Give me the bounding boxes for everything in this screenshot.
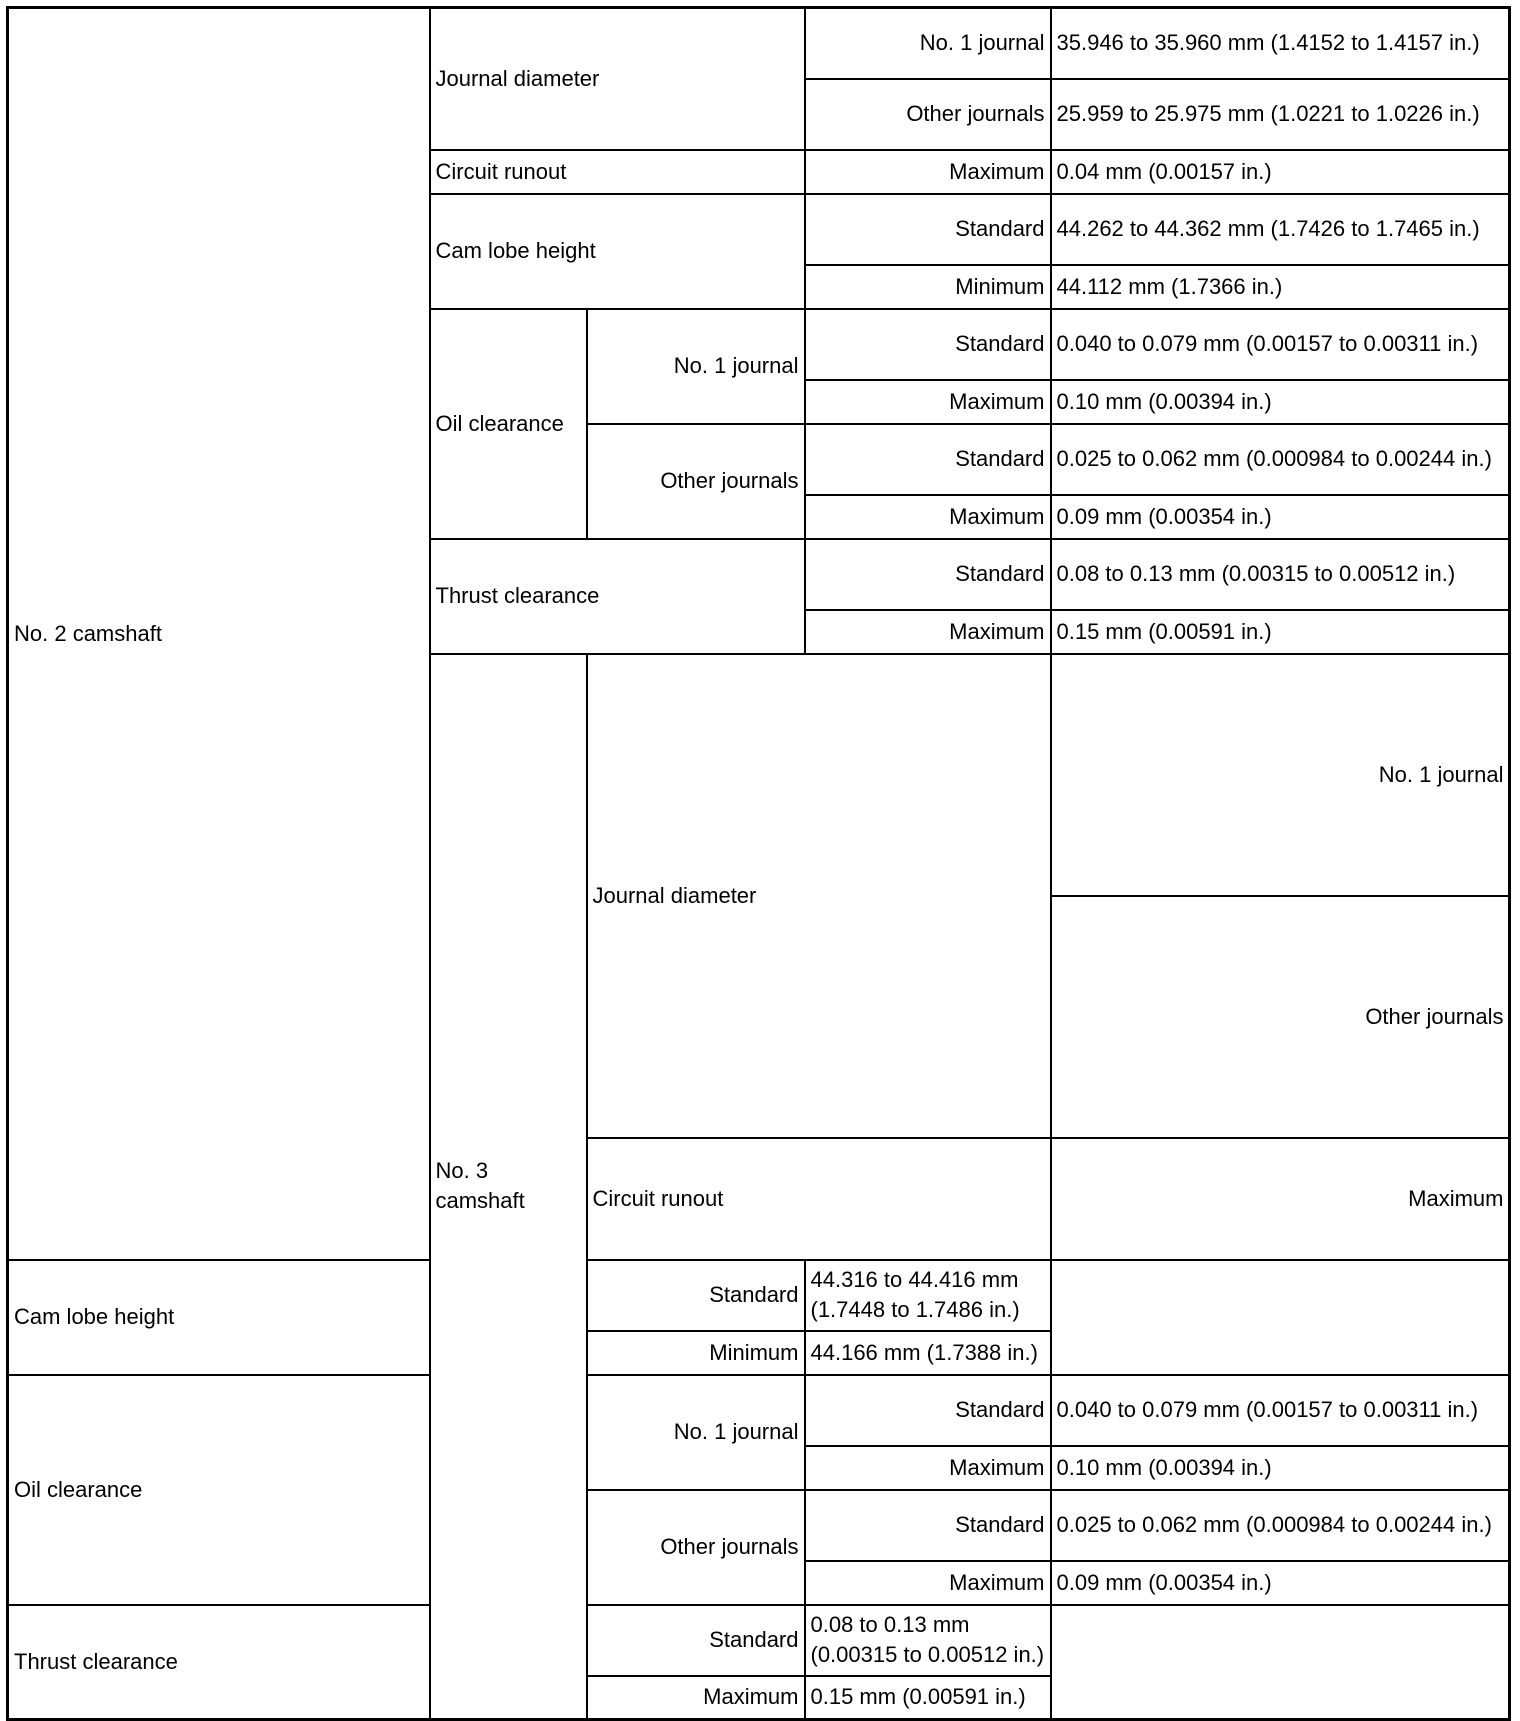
camshaft-spec-table	[6, 6, 1511, 1721]
no1-journal-value: 35.946 to 35.960 mm (1.4152 to 1.4157 in.)	[1051, 8, 1510, 79]
journal-diameter-label: Journal diameter	[430, 8, 805, 150]
maximum-label: Maximum	[805, 150, 1051, 194]
oil-other-maximum-value: 0.09 mm (0.00354 in.)	[1051, 1561, 1510, 1605]
oil-no1-maximum-value: 0.10 mm (0.00394 in.)	[1051, 1446, 1510, 1490]
other-journals-label: Other journals	[1051, 896, 1510, 1138]
standard-label: Standard	[805, 424, 1051, 495]
oil-clearance-label: Oil clearance	[430, 309, 587, 539]
cam-lobe-minimum-value: 44.166 mm (1.7388 in.)	[805, 1331, 1051, 1375]
oil-no1-journal-label: No. 1 journal	[587, 1375, 805, 1490]
cam-lobe-height-label: Cam lobe height	[430, 194, 805, 309]
thrust-maximum-value: 0.15 mm (0.00591 in.)	[805, 1676, 1051, 1720]
oil-other-maximum-value: 0.09 mm (0.00354 in.)	[1051, 495, 1510, 539]
oil-other-standard-value: 0.025 to 0.062 mm (0.000984 to 0.00244 in.)	[1051, 424, 1510, 495]
table-row	[8, 1260, 1510, 1331]
maximum-label: Maximum	[587, 1676, 805, 1720]
oil-other-journals-label: Other journals	[587, 1490, 805, 1605]
circuit-runout-label: Circuit runout	[430, 150, 805, 194]
circuit-runout-max-value: 0.04 mm (0.00157 in.)	[1051, 150, 1510, 194]
thrust-standard-value: 0.08 to 0.13 mm (0.00315 to 0.00512 in.)	[805, 1605, 1051, 1676]
no1-journal-label: No. 1 journal	[1051, 654, 1510, 896]
minimum-label: Minimum	[587, 1331, 805, 1375]
thrust-standard-value: 0.08 to 0.13 mm (0.00315 to 0.00512 in.)	[1051, 539, 1510, 610]
thrust-clearance-label: Thrust clearance	[430, 539, 805, 654]
cam-lobe-minimum-value: 44.112 mm (1.7366 in.)	[1051, 265, 1510, 309]
oil-clearance-label: Oil clearance	[8, 1375, 430, 1605]
standard-label: Standard	[805, 309, 1051, 380]
oil-other-journals-label: Other journals	[587, 424, 805, 539]
circuit-runout-label: Circuit runout	[587, 1138, 1051, 1260]
thrust-maximum-value: 0.15 mm (0.00591 in.)	[1051, 610, 1510, 654]
other-journals-value: 25.959 to 25.975 mm (1.0221 to 1.0226 in.)	[1051, 79, 1510, 150]
oil-no1-standard-value: 0.040 to 0.079 mm (0.00157 to 0.00311 in.)	[1051, 1375, 1510, 1446]
cam-lobe-standard-value: 44.262 to 44.362 mm (1.7426 to 1.7465 in.)	[1051, 194, 1510, 265]
table-row	[8, 1375, 1510, 1446]
camshaft-name: No. 3 camshaft	[430, 654, 587, 1720]
standard-label: Standard	[587, 1260, 805, 1331]
standard-label: Standard	[805, 539, 1051, 610]
maximum-label: Maximum	[805, 380, 1051, 424]
minimum-label: Minimum	[805, 265, 1051, 309]
oil-other-standard-value: 0.025 to 0.062 mm (0.000984 to 0.00244 in.)	[1051, 1490, 1510, 1561]
oil-no1-maximum-value: 0.10 mm (0.00394 in.)	[1051, 380, 1510, 424]
standard-label: Standard	[805, 1490, 1051, 1561]
no1-journal-label: No. 1 journal	[805, 8, 1051, 79]
maximum-label: Maximum	[805, 1446, 1051, 1490]
oil-no1-standard-value: 0.040 to 0.079 mm (0.00157 to 0.00311 in.)	[1051, 309, 1510, 380]
maximum-label: Maximum	[805, 610, 1051, 654]
maximum-label: Maximum	[1051, 1138, 1510, 1260]
maximum-label: Maximum	[805, 1561, 1051, 1605]
maximum-label: Maximum	[805, 495, 1051, 539]
table-row	[8, 1605, 1510, 1676]
thrust-clearance-label: Thrust clearance	[8, 1605, 587, 1720]
standard-label: Standard	[805, 194, 1051, 265]
other-journals-label: Other journals	[805, 79, 1051, 150]
camshaft-name: No. 2 camshaft	[8, 8, 430, 1260]
oil-no1-journal-label: No. 1 journal	[587, 309, 805, 424]
cam-lobe-height-label: Cam lobe height	[8, 1260, 587, 1375]
journal-diameter-label: Journal diameter	[587, 654, 1051, 1138]
standard-label: Standard	[587, 1605, 805, 1676]
standard-label: Standard	[805, 1375, 1051, 1446]
cam-lobe-standard-value: 44.316 to 44.416 mm (1.7448 to 1.7486 in.)	[805, 1260, 1051, 1331]
table-row	[8, 8, 1510, 79]
